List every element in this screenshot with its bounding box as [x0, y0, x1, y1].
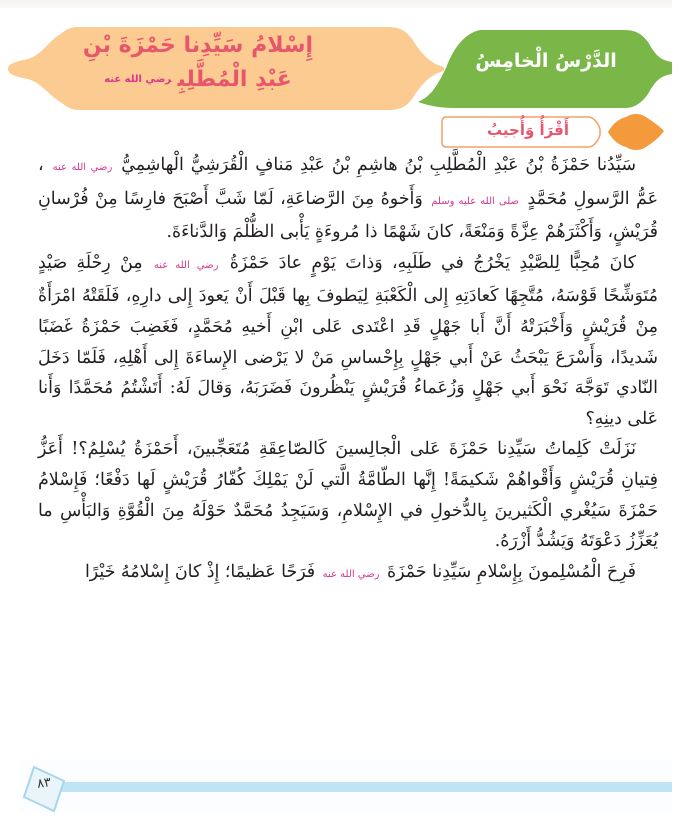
p2-part-2: مِنْ رِحْلَةِ صَيْدٍ مُتَوَشِّحًا قَوْسَهُ، مُتَّجِهًا كَعادَتِهِ إِلى الْكَعْبَةِ لِيَطوفَ بِها قَبْلَ أَنْ يَعودَ إِلى دارِهِ، فَلَقَتْهُ امْرَأَةٌ مِنْ قُرَيْشٍ وَأَخْبَرَتْهُ أَنَّ أَبا جَهْلٍ قَدِ اعْتَدى عَلى ابْنِ أَخيهِ مُحَمَّدٍ، فَغَضِبَ حَمْزَةُ غَضَبًا شَديدًا، وَأَسْرَعَ يَبْحَثُ عَنْ أَبي جَهْلٍ بِإِحْساسِ مَنْ لا يَرْضى الإِساءَةَ إِلى أَهْلِهِ، فَلَمّا دَخَلَ النّادي تَوَجَّهَ نَحْوَ أَبي جَهْلٍ وَزُعَماءُ قُرَيْشٍ يَنْظُرونَ فَضَرَبَهُ، وَقالَ لَهُ: أَتَشْتُمُ مُحَمَّدًا وَأَنا عَلى دينِهِ؟	[38, 252, 658, 429]
title-line-2-text: عَبْدِ الْمُطَّلِبِ	[177, 67, 292, 92]
reading-passage	[38, 150, 658, 590]
paragraph-3	[38, 434, 658, 556]
lesson-label: الدَّرْسُ الْخامِسُ	[475, 50, 617, 72]
title-line-1: إِسْلامُ سَيِّدِنا حَمْزَةَ بْنِ	[82, 33, 314, 58]
honorific-icon: رضي الله عنه	[104, 74, 172, 85]
page-number: ٨٣	[36, 775, 52, 792]
salawat-icon: صلى الله عليه وسلم	[431, 195, 520, 207]
p2-part-1: كانَ مُحِبًّا لِلصَّيْدِ يَخْرُجُ في طَلَبِهِ، وَذاتَ يَوْمٍ عادَ حَمْزَةُ	[229, 252, 637, 273]
honorific-icon: رضي الله عنه	[52, 162, 113, 173]
paragraph-4	[38, 557, 658, 591]
lesson-number-banner	[418, 22, 672, 114]
p1-part-3: وَأَخوهُ مِنَ الرَّضاعَةِ، لَمّا شَبَّ أَصْبَحَ فارِسًا مِنْ فُرْسانِ قُرَيْشٍ، وَأَكْثَرَهُمْ عِزَّةً وَمَنْعَةً، كانَ شَهْمًا ذا مُروءَةٍ يَأْبى الظُّلْمَ وَالدَّناءَةَ.	[38, 188, 658, 243]
p1-part-2: ، عَمُّ الرَّسولِ مُحَمَّدٍ	[38, 155, 659, 209]
p4-part-2: فَرَحًا عَظيمًا؛ إِذْ كانَ إِسْلامُهُ خَيْرًا	[84, 561, 316, 582]
paragraph-1	[38, 150, 658, 248]
section-heading	[440, 109, 672, 155]
honorific-icon: رضي الله عنه	[153, 259, 219, 271]
p1-part-1: سَيِّدُنا حَمْزَةُ بْنُ عَبْدِ الْمُطَّلِبِ بْنُ هاشِمِ بْنُ عَبْدِ مَنافٍ الْقُرَشِيُّ الْهاشِمِيُّ	[121, 155, 637, 175]
footer-bar	[54, 782, 672, 792]
section-label: أَقْرَأُ وَأُجيبُ	[487, 121, 569, 139]
top-strip	[0, 0, 672, 8]
honorific-icon: رضي الله عنه	[322, 568, 380, 580]
lesson-title	[48, 29, 348, 97]
title-line-2	[48, 63, 348, 97]
p3-text: نَزَلَتْ كَلِماتُ سَيِّدِنا حَمْزَةَ عَلى الْجالِسينَ كَالصّاعِقَةِ مُتَعَجِّبينَ، أَحَمْزَةُ يُسْلِمُ؟! أَعَزُّ فِتيانِ قُرَيْشٍ وَأَقْواهُمْ شَكيمَةً! إِنَّها الطّامَّةُ الَّتي لَنْ يَمْلِكَ كُفّارُ قُرَيْشٍ لَها دَفْعًا؛ فَإِسْلامُ حَمْزَةَ سَيُغْري الْكَثيرينَ بِالدُّخولِ في الإِسْلامِ، وَسَيَجِدُ مُحَمَّدٌ حَوْلَهُ مِنَ الْقُوَّةِ وَالبَأْسِ ما يُعَزِّزُ دَعْوَتَهُ وَيَشُدُّ أَزْرَهُ.	[38, 439, 658, 552]
p4-part-1: فَرِحَ الْمُسْلِمونَ بِإِسْلامِ سَيِّدِنا حَمْزَةَ	[387, 561, 636, 582]
paragraph-2	[38, 248, 658, 435]
lesson-title-banner	[8, 23, 444, 113]
